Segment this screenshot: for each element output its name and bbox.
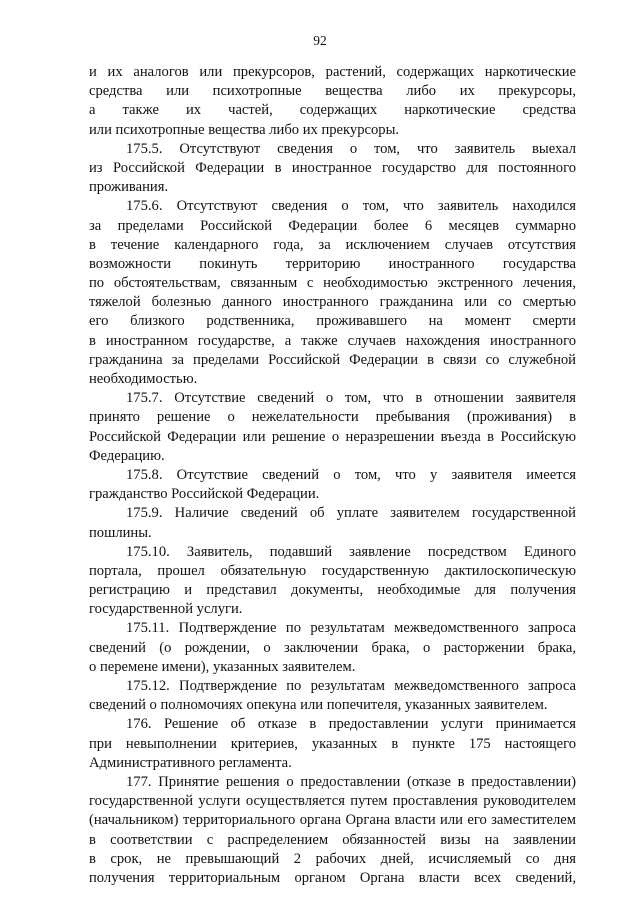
text-line: 176. Решение об отказе в предоставлении услуги принимается xyxy=(126,716,576,733)
text-line: 175.12. Подтверждение по результатам межведомственного запроса xyxy=(126,678,576,694)
text-line: по обстоятельствам, связанным с необходимостью экстренного лечения, xyxy=(89,275,576,292)
text-line: Административного регламента. xyxy=(89,754,292,771)
text-line: 177. Принятие решения о предоставлении (отказе в предоставлении) xyxy=(126,773,576,790)
text-line: 175.8. Отсутствие сведений о том, что у заявителя имеется xyxy=(126,466,576,483)
text-line: в течение календарного года, за исключением случаев отсутствия xyxy=(89,236,576,253)
text-line: а также их частей, содержащих наркотические средства xyxy=(89,102,576,119)
text-line: 175.10. Заявитель, подавший заявление посредством Единого xyxy=(126,543,576,560)
text-line: гражданина за пределами Российской Федерации в связи со служебной xyxy=(89,351,576,368)
text-line: портала, прошел обязательную государственную дактилоскопическую xyxy=(89,562,576,579)
text-line: 175.11. Подтверждение по результатам межведомственного запроса xyxy=(126,620,576,637)
text-line: при невыполнении критериев, указанных в пункте 175 настоящего xyxy=(89,735,576,752)
text-line: 175.5. Отсутствуют сведения о том, что заявитель выехал xyxy=(126,140,576,157)
text-line: необходимостью. xyxy=(89,371,198,387)
text-line: проживания. xyxy=(89,179,169,196)
text-line: регистрацию и представил документы, необходимые для получения xyxy=(89,582,576,599)
text-line: Федерацию. xyxy=(89,447,165,464)
text-line: в срок, не превышающий 2 рабочих дней, исчисляемый со дня xyxy=(89,850,576,867)
text-line: за пределами Российской Федерации более 6 месяцев суммарно xyxy=(89,217,576,234)
text-line: в иностранном государстве, а также случаев нахождения иностранного xyxy=(89,332,576,349)
text-line: из Российской Федерации в иностранное государство для постоянного xyxy=(89,159,576,176)
text-line: о перемене имени), указанных заявителем. xyxy=(89,658,356,675)
text-line: 175.9. Наличие сведений об уплате заявителем государственной xyxy=(126,505,576,522)
text-line: его близкого родственника, проживавшего на момент смерти xyxy=(89,313,576,330)
text-line: Российской Федерации или решение о неразрешении въезда в Российскую xyxy=(89,428,576,445)
text-line: сведений о полномочиях опекуна или попечителя, указанных заявителем. xyxy=(89,697,548,714)
text-line: средства или психотропные вещества либо их прекурсоры, xyxy=(89,83,576,100)
text-line: 175.7. Отсутствие сведений о том, что в отношении заявителя xyxy=(126,390,576,407)
text-line: тяжелой болезнью данного иностранного гражданина или со смертью xyxy=(89,294,576,311)
text-line: или психотропные вещества либо их прекурсоры. xyxy=(89,121,400,138)
text-line: возможности покинуть территорию иностранного государства xyxy=(89,255,576,272)
page-number: 92 xyxy=(313,33,327,48)
text-line: государственной услуги. xyxy=(89,601,243,618)
text-line: и их аналогов или прекурсоров, растений, содержащих наркотические xyxy=(89,64,576,80)
text-line: пошлины. xyxy=(89,524,152,541)
text-line: получения территориальным органом Органа власти всех сведений, xyxy=(89,869,576,886)
text-line: 175.6. Отсутствуют сведения о том, что заявитель находился xyxy=(126,198,576,215)
text-line: в соответствии с распределением обязанностей визы на заявлении xyxy=(89,831,576,848)
text-line: принято решение о нежелательности пребывания (проживания) в xyxy=(89,409,576,426)
text-line: сведений (о рождении, о заключении брака, о расторжении брака, xyxy=(89,639,576,656)
text-line: (начальником) территориального органа Органа власти или его заместителем xyxy=(89,812,576,829)
text-line: гражданство Российской Федерации. xyxy=(89,486,320,503)
text-line: государственной услуги осуществляется путем проставления руководителем xyxy=(89,793,576,810)
document-body xyxy=(89,63,576,888)
